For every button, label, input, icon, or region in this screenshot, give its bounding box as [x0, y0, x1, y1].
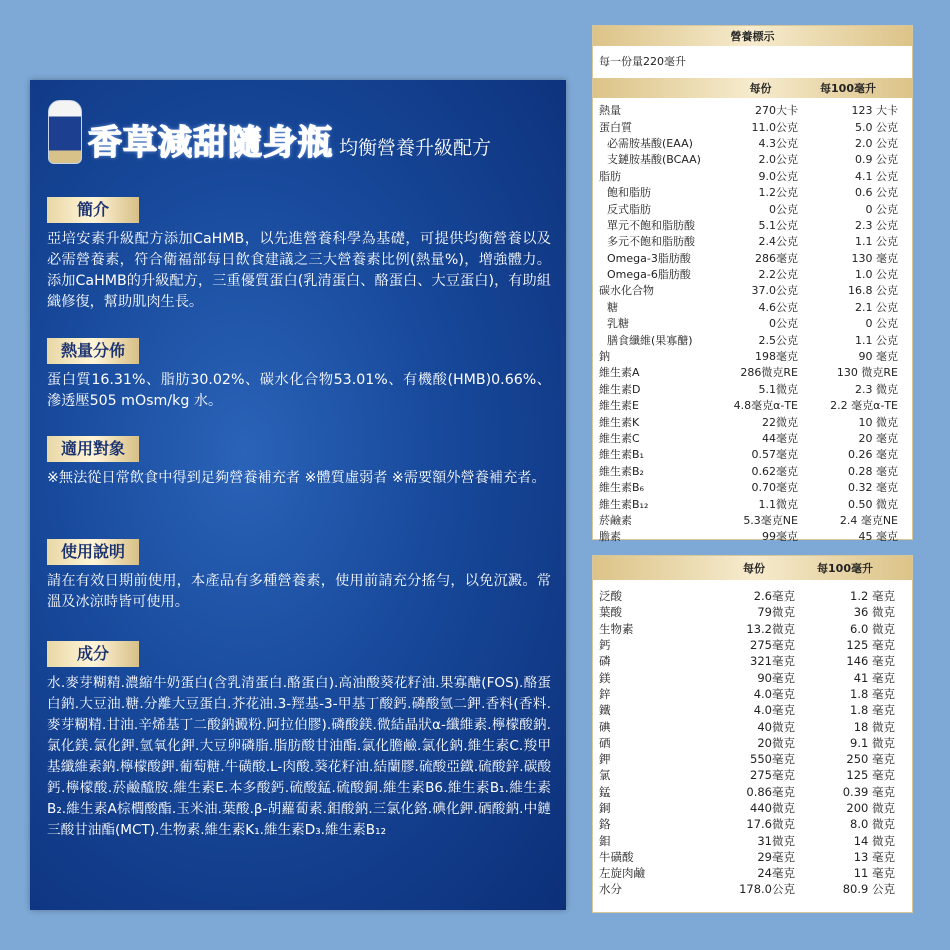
per-100ml-value: 200 微克 — [846, 801, 895, 815]
nutrient-name: 乳糖 — [607, 317, 629, 331]
per-serving-value: 4.8毫克α-TE — [733, 399, 798, 413]
per-100ml-value: 41 毫克 — [853, 670, 895, 685]
nutrition-row — [593, 832, 912, 848]
nutrient-name: 水分 — [599, 882, 622, 897]
section-text: 請在有效日期前使用，本產品有多種營養素，使用前請充分搖勻，以免沉澱。常溫及冰涼時皆可使用。 — [47, 573, 551, 610]
per-serving-value: 22微克 — [762, 415, 798, 429]
per-100ml-value: 0.50 微克 — [848, 497, 898, 511]
per-serving-value: 2.2公克 — [758, 268, 798, 282]
nutrient-name: 維生素D — [599, 382, 641, 396]
nutrient-name: 維生素A — [599, 366, 640, 380]
per-100ml-value: 36 微克 — [853, 605, 895, 620]
per-100ml-value: 8.0 微克 — [850, 817, 895, 832]
per-100ml-value: 1.8 毫克 — [850, 703, 895, 718]
per-100ml-value: 16.8 公克 — [848, 284, 898, 298]
nutrient-name: Omega-3脂肪酸 — [607, 251, 691, 265]
per-100ml-value: 0 公克 — [865, 202, 898, 216]
nutrient-name: 鎂 — [599, 670, 611, 685]
section-tag: 熱量分佈 — [47, 338, 139, 364]
nutrient-name: 反式脂肪 — [607, 202, 651, 216]
nutrition-table-2 — [592, 555, 913, 913]
per-serving-value: 99毫克 — [762, 530, 798, 544]
nutrition-row — [593, 381, 912, 397]
per-100ml-value: 0.39 毫克 — [842, 784, 895, 799]
nutrition-row — [593, 751, 912, 767]
nutrition-row — [593, 315, 912, 331]
product-info-panel — [30, 80, 566, 910]
per-serving-value: 286微克RE — [740, 366, 798, 380]
nutrient-name: 支鏈胺基酸(BCAA) — [607, 153, 701, 167]
nutrition-row — [593, 816, 912, 832]
nutrient-name: 鉬 — [599, 833, 611, 848]
per-serving-value: 275毫克 — [750, 638, 795, 653]
nutrient-name: 鉻 — [599, 817, 611, 832]
per-100ml-value: 20 毫克 — [858, 432, 898, 445]
nutrient-name: 維生素B₁₂ — [599, 497, 649, 511]
per-serving-value: 1.1微克 — [758, 497, 798, 511]
nutrition-row — [593, 653, 912, 669]
per-serving-value: 1.2公克 — [758, 186, 798, 200]
nutrient-name: 鈣 — [599, 638, 611, 653]
nutrition-row — [593, 282, 912, 298]
nutrition-row — [593, 446, 912, 462]
nutrition-row — [593, 217, 912, 233]
per-serving-value: 0公克 — [769, 317, 798, 331]
col-per-serving: 每份 — [743, 562, 765, 575]
per-serving-value: 11.0公克 — [751, 120, 798, 134]
nutrition-row — [593, 364, 912, 380]
per-100ml-value: 0.26 毫克 — [848, 448, 898, 462]
per-serving-value: 198毫克 — [755, 350, 798, 364]
per-serving-value: 2.5公克 — [758, 333, 798, 347]
section-text: ※無法從日常飲食中得到足夠營養補充者 ※體質虛弱者 ※需要額外營養補充者。 — [47, 470, 546, 486]
nutrition-row — [593, 512, 912, 528]
per-serving-value: 0公克 — [769, 202, 798, 216]
nutrient-name: 生物素 — [599, 621, 634, 636]
nutrient-name: 維生素B₂ — [599, 464, 644, 478]
nutrition-row — [593, 463, 912, 479]
nutrition-row — [593, 621, 912, 637]
nutrient-name: 碘 — [599, 719, 611, 734]
per-serving-value: 0.70毫克 — [751, 481, 798, 495]
nutrition-row — [593, 718, 912, 734]
section-text: 亞培安素升級配方添加CaHMB，以先進營養科學為基礎，可提供均衡營養以及必需營養素，符合衛福部每日飲食建議之三大營養素比例(熱量%)，增強體力。添加CaHMB的升級配方，三重優質蛋白(乳清蛋白、酪蛋白、大豆蛋白)，有助組織修復，幫助肌肉生長。 — [47, 231, 551, 310]
product-bottle-icon — [48, 100, 82, 164]
nutrition-row — [593, 495, 912, 511]
per-100ml-value: 2.0 公克 — [855, 136, 898, 150]
per-100ml-value: 0.32 毫克 — [848, 481, 898, 495]
per-100ml-value: 6.0 微克 — [850, 621, 895, 636]
per-serving-value: 31微克 — [757, 833, 795, 848]
nutrient-name: 磷 — [599, 654, 611, 669]
nutrient-name: 泛酸 — [599, 589, 622, 604]
nutrition-row — [593, 413, 912, 429]
nutrition-row — [593, 233, 912, 249]
nutrition-row — [593, 430, 912, 446]
per-100ml-value: 130 毫克 — [851, 251, 898, 265]
section-usage — [47, 539, 551, 613]
section-intro — [47, 197, 551, 313]
per-serving-value: 270大卡 — [755, 104, 798, 118]
nutrition-row — [593, 479, 912, 495]
nutrient-name: 膽素 — [599, 530, 621, 544]
per-100ml-value: 0.28 毫克 — [848, 464, 898, 478]
per-100ml-value: 2.3 微克 — [855, 382, 898, 396]
nutrient-name: 菸鹼素 — [599, 513, 632, 527]
per-serving-value: 20微克 — [757, 735, 795, 750]
nutrition-row — [593, 637, 912, 653]
nutrition-row — [593, 528, 912, 544]
per-100ml-value: 1.2 毫克 — [850, 589, 895, 604]
nutrient-name: 鈉 — [599, 350, 610, 364]
per-100ml-value: 0.9 公克 — [855, 153, 898, 167]
nutrition-row — [593, 331, 912, 347]
nutrient-name: 單元不飽和脂肪酸 — [607, 218, 695, 232]
nutrient-name: 氯 — [599, 768, 611, 783]
nutrient-name: 碳水化合物 — [599, 284, 654, 298]
per-100ml-value: 250 毫克 — [846, 752, 895, 767]
serving-size: 每一份量220毫升 — [599, 55, 686, 68]
per-serving-value: 5.1微克 — [758, 382, 798, 396]
per-100ml-value: 1.1 公克 — [855, 333, 898, 347]
per-serving-value: 0.62毫克 — [751, 464, 798, 478]
per-100ml-value: 1.1 公克 — [855, 235, 898, 249]
nutrient-name: 維生素C — [599, 432, 640, 445]
nutrition-row — [593, 767, 912, 783]
per-serving-value: 440微克 — [750, 801, 795, 815]
nutrition-row — [593, 266, 912, 282]
section-text: 蛋白質16.31%、脂肪30.02%、碳水化合物53.01%、有機酸(HMB)0.66%、滲透壓505 mOsm/kg 水。 — [47, 372, 551, 409]
nutrition-row — [593, 849, 912, 865]
per-100ml-value: 125 毫克 — [846, 768, 895, 783]
nutrient-name: 鋅 — [599, 686, 611, 701]
per-serving-value: 24毫克 — [757, 866, 795, 881]
nutrient-name: 膳食纖維(果寡醣) — [607, 333, 693, 347]
per-100ml-value: 0.6 公克 — [855, 186, 898, 200]
per-serving-value: 13.2微克 — [746, 621, 795, 636]
per-serving-value: 275毫克 — [750, 768, 795, 783]
per-serving-value: 79微克 — [757, 605, 795, 620]
per-serving-value: 286毫克 — [755, 251, 798, 265]
nutrient-name: 脂肪 — [599, 169, 621, 183]
per-100ml-value: 18 微克 — [853, 719, 895, 734]
nutrient-name: 鐵 — [599, 703, 611, 718]
per-100ml-value: 45 毫克 — [858, 530, 898, 544]
section-target-users — [47, 436, 551, 489]
nutrition-row — [593, 184, 912, 200]
per-serving-value: 4.0毫克 — [753, 703, 795, 718]
per-100ml-value: 130 微克RE — [836, 366, 898, 380]
nutrition-row — [593, 118, 912, 134]
product-title: 香草減甜隨身瓶 — [88, 123, 333, 163]
section-tag: 使用說明 — [47, 539, 139, 565]
per-100ml-value: 2.3 公克 — [855, 218, 898, 232]
section-calorie-distribution — [47, 338, 551, 412]
nutrient-name: 維生素K — [599, 415, 640, 429]
per-serving-value: 550毫克 — [750, 752, 795, 767]
per-serving-value: 4.6公克 — [758, 300, 798, 314]
nutrient-name: 多元不飽和脂肪酸 — [607, 235, 695, 249]
nutrient-name: 必需胺基酸(EAA) — [607, 136, 693, 150]
nutrition-row — [593, 102, 912, 118]
per-100ml-value: 2.2 毫克α-TE — [830, 399, 898, 413]
nutrient-name: 錳 — [599, 784, 611, 799]
per-100ml-value: 10 微克 — [858, 415, 898, 429]
nutrition-row — [593, 200, 912, 216]
nutrient-name: 維生素B₁ — [599, 448, 644, 462]
product-header — [48, 100, 491, 164]
per-serving-value: 90毫克 — [757, 670, 795, 685]
per-serving-value: 40微克 — [757, 719, 795, 734]
col-per-100ml: 每100毫升 — [817, 562, 873, 575]
nutrition-row — [593, 348, 912, 364]
per-serving-value: 37.0公克 — [751, 284, 798, 298]
nutrient-name: 鉀 — [599, 752, 611, 767]
col-per-serving: 每份 — [749, 82, 772, 95]
nutrient-name: 維生素E — [599, 399, 639, 413]
nutrition-row — [593, 865, 912, 881]
per-serving-value: 2.4公克 — [758, 235, 798, 249]
nutrition-row — [593, 168, 912, 184]
nutrition-row — [593, 604, 912, 620]
nutrient-name: 硒 — [599, 735, 611, 750]
per-serving-value: 0.86毫克 — [746, 784, 795, 799]
nutrition-row — [593, 702, 912, 718]
nutrient-name: 飽和脂肪 — [607, 186, 651, 200]
section-tag: 適用對象 — [47, 436, 139, 462]
per-100ml-value: 9.1 微克 — [850, 735, 895, 750]
nutrition-row — [593, 686, 912, 702]
per-serving-value: 0.57毫克 — [751, 448, 798, 462]
nutrition-header — [593, 78, 912, 98]
section-tag: 成分 — [47, 641, 139, 667]
nutrition-row — [593, 151, 912, 167]
per-serving-value: 2.0公克 — [758, 153, 798, 167]
nutrition-row — [593, 881, 912, 897]
per-serving-value: 4.0毫克 — [753, 686, 795, 701]
per-serving-value: 9.0公克 — [758, 169, 798, 183]
nutrition-row — [593, 397, 912, 413]
nutrient-name: 維生素B₆ — [599, 481, 644, 495]
per-100ml-value: 146 毫克 — [846, 654, 895, 669]
nutrient-name: 左旋肉鹼 — [599, 866, 645, 881]
per-100ml-value: 0 公克 — [865, 317, 898, 331]
nutrient-name: 牛磺酸 — [599, 849, 634, 864]
nutrition-table — [592, 25, 913, 544]
product-subtitle: 均衡營養升級配方 — [339, 137, 492, 159]
per-serving-value: 44毫克 — [762, 432, 798, 445]
per-100ml-value: 123 大卡 — [851, 104, 898, 118]
per-100ml-value: 90 毫克 — [858, 350, 898, 364]
per-serving-value: 2.6毫克 — [753, 589, 795, 604]
per-100ml-value: 5.0 公克 — [855, 120, 898, 134]
nutrition-header — [593, 556, 912, 580]
nutrient-name: 熱量 — [599, 104, 621, 118]
nutrient-name: 糖 — [607, 300, 618, 314]
per-100ml-value: 11 毫克 — [853, 866, 895, 881]
per-serving-value: 4.3公克 — [758, 136, 798, 150]
nutrient-name: 銅 — [599, 801, 611, 815]
per-100ml-value: 1.8 毫克 — [850, 686, 895, 701]
per-100ml-value: 14 微克 — [853, 833, 895, 848]
per-100ml-value: 4.1 公克 — [855, 169, 898, 183]
nutrient-name: 蛋白質 — [599, 120, 632, 134]
section-ingredients — [47, 641, 551, 841]
per-100ml-value: 125 毫克 — [846, 638, 895, 653]
nutrition-row — [593, 735, 912, 751]
per-100ml-value: 1.0 公克 — [855, 268, 898, 282]
per-100ml-value: 80.9 公克 — [842, 882, 895, 897]
per-serving-value: 5.1公克 — [758, 218, 798, 232]
per-serving-value: 29毫克 — [757, 849, 795, 864]
per-serving-value: 17.6微克 — [746, 817, 795, 832]
nutrition-row — [593, 669, 912, 685]
nutrition-row — [593, 250, 912, 266]
per-serving-value: 178.0公克 — [739, 882, 795, 897]
nutrition-row — [593, 800, 912, 816]
per-100ml-value: 13 毫克 — [853, 849, 895, 864]
col-per-100ml: 每100毫升 — [820, 82, 876, 95]
nutrition-title: 營養標示 — [593, 26, 912, 46]
per-100ml-value: 2.4 毫克NE — [839, 513, 898, 527]
nutrition-row — [593, 784, 912, 800]
per-serving-value: 321毫克 — [750, 654, 795, 669]
nutrition-row — [593, 299, 912, 315]
nutrition-row — [593, 135, 912, 151]
per-100ml-value: 2.1 公克 — [855, 300, 898, 314]
section-text: 水.麥芽糊精.濃縮牛奶蛋白(含乳清蛋白.酪蛋白).高油酸葵花籽油.果寡醣(FOS).酪蛋白鈉.大豆油.糖.分離大豆蛋白.芥花油.3-羥基-3-甲基丁酸鈣.磷酸氫二鉀.香料(香料.麥芽糊精.甘油.辛烯基丁二酸鈉澱粉.阿拉伯膠).磷酸鎂.微結晶狀α-纖維素.檸檬酸鈉.氯化鎂.氯化鉀.氫氧化鉀.大豆卵磷脂.脂肪酸甘油酯.氯化膽鹼.氯化鈉.維生素C.羧甲基纖維素鈉.檸檬酸鉀.葡萄糖.牛磺酸.L-肉酸.葵花籽油.結蘭膠.硫酸亞鐵.硫酸鋅.碳酸鈣.檸檬酸.菸鹼醯胺.維生素E.本多酸鈣.硫酸錳.硫酸銅.維生素B6.維生素B₁.維生素B₂.維生素A棕櫚酸酯.玉米油.葉酸.β-胡蘿蔔素.鉬酸鈉.三氯化鉻.碘化鉀.硒酸鈉.中鏈三酸甘油酯(MCT).生物素.維生素K₁.維生素D₃.維生素B₁₂ — [47, 675, 551, 838]
nutrition-row — [593, 588, 912, 604]
section-tag: 簡介 — [47, 197, 139, 223]
nutrient-name: Omega-6脂肪酸 — [607, 268, 691, 282]
nutrient-name: 葉酸 — [599, 605, 622, 620]
per-serving-value: 5.3毫克NE — [743, 513, 798, 527]
